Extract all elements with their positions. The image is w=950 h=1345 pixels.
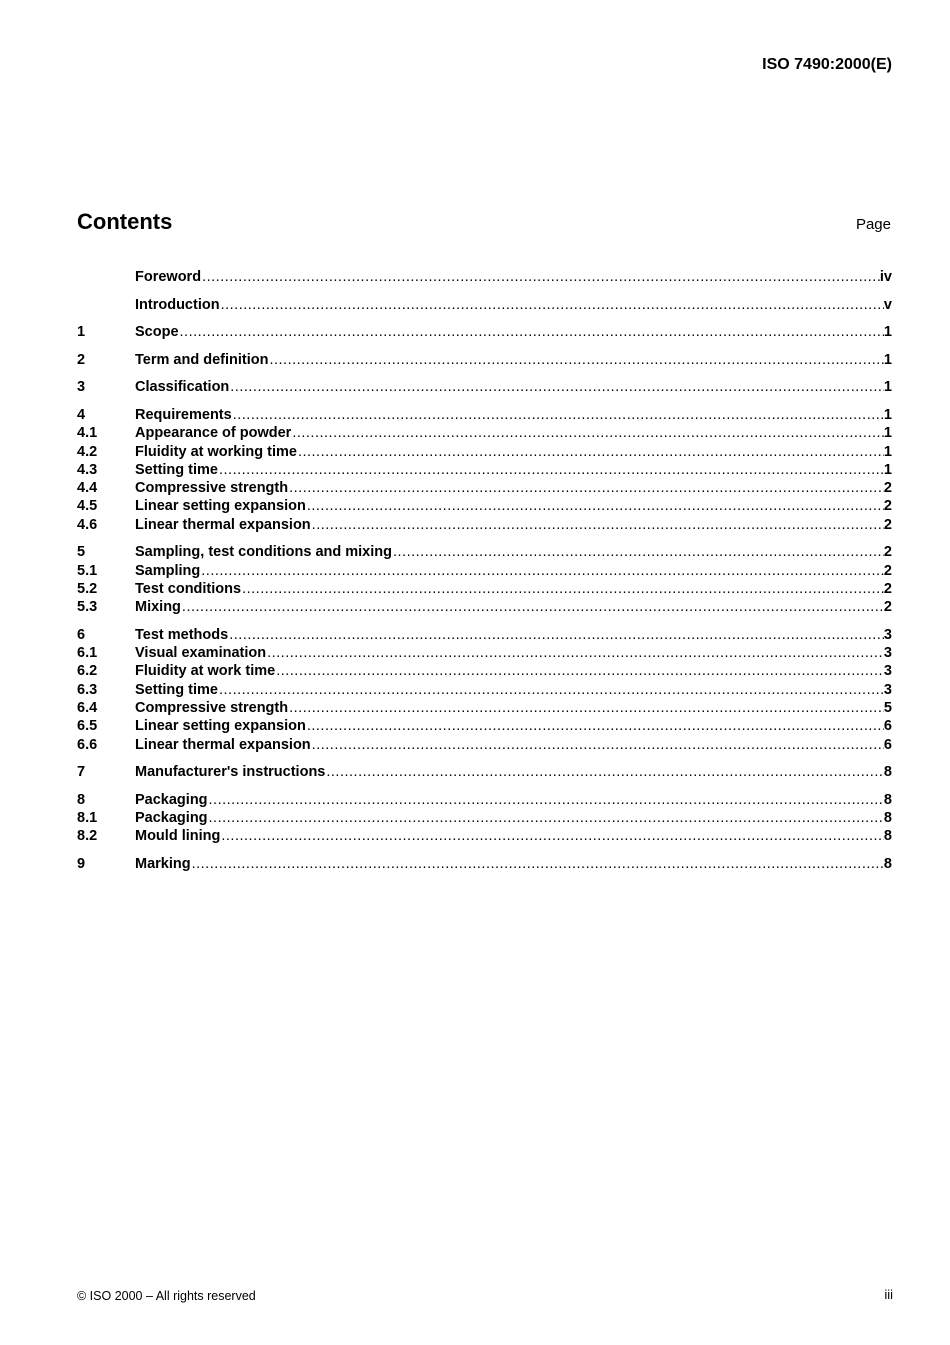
toc-entry-number: 9 xyxy=(77,855,86,872)
toc-entry-page: 2 xyxy=(883,516,892,533)
toc-entry-title: Setting time xyxy=(135,681,218,698)
toc-entry-number: 4.6 xyxy=(77,516,98,533)
toc-entry[interactable] xyxy=(77,562,892,580)
toc-entry[interactable] xyxy=(77,378,892,396)
toc-entry-page: 2 xyxy=(883,544,892,561)
toc-entry-number: 4.2 xyxy=(77,443,98,460)
dot-leader xyxy=(228,626,884,644)
toc-entry-page: 3 xyxy=(883,645,892,662)
toc-entry-number: 5.3 xyxy=(77,599,98,616)
toc-entry-page: 1 xyxy=(883,443,892,460)
toc-entry-number: 1 xyxy=(77,324,86,341)
standard-identifier: ISO 7490:2000(E) xyxy=(762,56,892,73)
toc-entry[interactable] xyxy=(77,763,892,781)
dot-leader xyxy=(266,644,884,662)
toc-group xyxy=(77,543,892,616)
toc-entry-title: Setting time xyxy=(135,461,218,478)
toc-entry-number: 7 xyxy=(77,764,86,781)
toc-entry[interactable] xyxy=(77,598,892,616)
toc-entry-title: Foreword xyxy=(135,269,202,285)
toc-entry-page: 2 xyxy=(883,480,892,497)
toc-entry-page: 6 xyxy=(883,736,892,753)
toc-entry-number: 8.1 xyxy=(77,810,98,827)
toc-group xyxy=(77,626,892,754)
dot-leader xyxy=(306,497,884,515)
toc-entry-title: Sampling xyxy=(135,562,201,579)
toc-entry-page: 3 xyxy=(883,663,892,680)
toc-entry-page: 3 xyxy=(883,681,892,698)
toc-entry-number: 5.2 xyxy=(77,580,98,597)
toc-entry-title: Fluidity at work time xyxy=(135,663,276,680)
toc-entry-number: 6.3 xyxy=(77,681,98,698)
toc-entry-title: Visual examination xyxy=(135,645,267,662)
dot-leader xyxy=(291,424,884,442)
toc-entry-page: 1 xyxy=(883,324,892,341)
dot-leader xyxy=(218,681,884,699)
dot-leader xyxy=(208,809,884,827)
toc-entry-page: 8 xyxy=(883,828,892,845)
toc-entry-title: Linear thermal expansion xyxy=(135,516,311,533)
toc-entry-page: 1 xyxy=(883,406,892,423)
toc-entry-title: Compressive strength xyxy=(135,700,289,717)
toc-entry[interactable] xyxy=(77,809,892,827)
toc-entry[interactable] xyxy=(77,699,892,717)
toc-entry-number: 4 xyxy=(77,406,86,423)
toc-group xyxy=(77,855,892,873)
toc-entry-number: 6.5 xyxy=(77,718,98,735)
toc-entry[interactable] xyxy=(77,855,892,873)
toc-entry-number: 4.4 xyxy=(77,480,98,497)
toc-entry-number: 6.2 xyxy=(77,663,98,680)
toc-entry-title: Linear thermal expansion xyxy=(135,736,311,753)
toc-entry[interactable] xyxy=(77,497,892,515)
toc-entry[interactable] xyxy=(77,516,892,534)
toc-group xyxy=(77,406,892,534)
toc-entry-page: 2 xyxy=(883,599,892,616)
dot-leader xyxy=(201,268,880,286)
toc-entry-page: v xyxy=(883,296,892,313)
toc-entry-title: Marking xyxy=(135,855,191,872)
dot-leader xyxy=(181,598,884,616)
dot-leader xyxy=(220,827,884,845)
toc-entry-page: 6 xyxy=(883,718,892,735)
toc-entry-title: Linear setting expansion xyxy=(135,498,306,515)
toc-entry[interactable] xyxy=(77,268,892,286)
toc-entry-title: Packaging xyxy=(135,791,208,808)
toc-entry-page: 2 xyxy=(883,580,892,597)
toc-entry[interactable] xyxy=(77,626,892,644)
dot-leader xyxy=(311,736,884,754)
toc-entry-number: 5.1 xyxy=(77,562,98,579)
toc-group xyxy=(77,378,892,396)
toc-entry[interactable] xyxy=(77,717,892,735)
toc-entry-title: Linear setting expansion xyxy=(135,718,306,735)
toc-entry-number: 2 xyxy=(77,351,86,368)
dot-leader xyxy=(297,443,884,461)
toc-entry-title: Appearance of powder xyxy=(135,425,292,442)
toc-entry-page: 1 xyxy=(883,351,892,368)
toc-entry[interactable] xyxy=(77,827,892,845)
toc-group xyxy=(77,323,892,341)
toc-entry-page: 5 xyxy=(883,700,892,717)
table-of-contents xyxy=(77,268,892,883)
toc-entry-page: 2 xyxy=(883,498,892,515)
toc-entry[interactable] xyxy=(77,406,892,424)
toc-entry-number: 6.4 xyxy=(77,700,98,717)
toc-entry-title: Compressive strength xyxy=(135,480,289,497)
toc-entry-title: Mixing xyxy=(135,599,181,616)
toc-entry-title: Manufacturer's instructions xyxy=(135,764,326,781)
toc-entry-page: 1 xyxy=(883,461,892,478)
dot-leader xyxy=(392,543,884,561)
dot-leader xyxy=(220,296,884,314)
toc-group xyxy=(77,268,892,286)
toc-entry-number: 4.5 xyxy=(77,498,98,515)
toc-entry[interactable] xyxy=(77,791,892,809)
toc-entry-number: 8.2 xyxy=(77,828,98,845)
toc-entry-number: 4.3 xyxy=(77,461,98,478)
toc-entry[interactable] xyxy=(77,580,892,598)
dot-leader xyxy=(200,562,884,580)
toc-entry-page: 8 xyxy=(883,791,892,808)
toc-entry[interactable] xyxy=(77,479,892,497)
toc-entry[interactable] xyxy=(77,296,892,314)
toc-entry-page: 3 xyxy=(883,626,892,643)
page-number: iii xyxy=(884,1287,893,1302)
toc-entry-number: 8 xyxy=(77,791,86,808)
toc-entry-number: 3 xyxy=(77,379,86,396)
dot-leader xyxy=(288,699,884,717)
copyright-notice: © ISO 2000 – All rights reserved xyxy=(77,1289,256,1303)
toc-group xyxy=(77,791,892,846)
dot-leader xyxy=(229,378,884,396)
toc-entry[interactable] xyxy=(77,443,892,461)
toc-entry-title: Term and definition xyxy=(135,351,269,368)
toc-entry[interactable] xyxy=(77,662,892,680)
toc-entry-number: 6 xyxy=(77,626,86,643)
contents-heading: Contents xyxy=(77,209,173,234)
toc-entry-number: 6.1 xyxy=(77,645,98,662)
toc-entry[interactable] xyxy=(77,351,892,369)
dot-leader xyxy=(311,516,884,534)
dot-leader xyxy=(288,479,884,497)
toc-entry-page: 2 xyxy=(883,562,892,579)
dot-leader xyxy=(241,580,884,598)
toc-entry-page: iv xyxy=(879,269,892,285)
dot-leader xyxy=(268,351,883,369)
dot-leader xyxy=(191,855,884,873)
toc-entry-page: 8 xyxy=(883,855,892,872)
toc-entry-title: Classification xyxy=(135,379,230,396)
toc-group xyxy=(77,296,892,314)
toc-entry-title: Sampling, test conditions and mixing xyxy=(135,544,392,561)
page-column-label: Page xyxy=(855,216,891,233)
toc-entry-title: Packaging xyxy=(135,810,208,827)
toc-entry-number: 5 xyxy=(77,544,86,561)
toc-entry-title: Introduction xyxy=(135,296,220,313)
dot-leader xyxy=(325,763,884,781)
toc-entry-page: 8 xyxy=(883,764,892,781)
toc-entry-number: 4.1 xyxy=(77,425,98,442)
toc-entry-title: Mould lining xyxy=(135,828,221,845)
toc-entry[interactable] xyxy=(77,543,892,561)
toc-entry[interactable] xyxy=(77,736,892,754)
toc-group xyxy=(77,351,892,369)
toc-group xyxy=(77,763,892,781)
toc-entry[interactable] xyxy=(77,681,892,699)
toc-entry-number: 6.6 xyxy=(77,736,98,753)
toc-entry-title: Scope xyxy=(135,324,179,341)
toc-entry-page: 8 xyxy=(883,810,892,827)
toc-entry-title: Requirements xyxy=(135,406,232,423)
toc-entry-page: 1 xyxy=(883,379,892,396)
dot-leader xyxy=(179,323,884,341)
toc-entry[interactable] xyxy=(77,424,892,442)
toc-entry[interactable] xyxy=(77,323,892,341)
toc-entry-title: Fluidity at working time xyxy=(135,443,297,460)
dot-leader xyxy=(275,662,884,680)
toc-entry[interactable] xyxy=(77,644,892,662)
toc-entry-page: 1 xyxy=(883,425,892,442)
dot-leader xyxy=(306,717,884,735)
dot-leader xyxy=(218,461,884,479)
toc-entry[interactable] xyxy=(77,461,892,479)
toc-entry-title: Test methods xyxy=(135,626,229,643)
toc-entry-title: Test conditions xyxy=(135,580,242,597)
dot-leader xyxy=(208,791,884,809)
dot-leader xyxy=(232,406,884,424)
